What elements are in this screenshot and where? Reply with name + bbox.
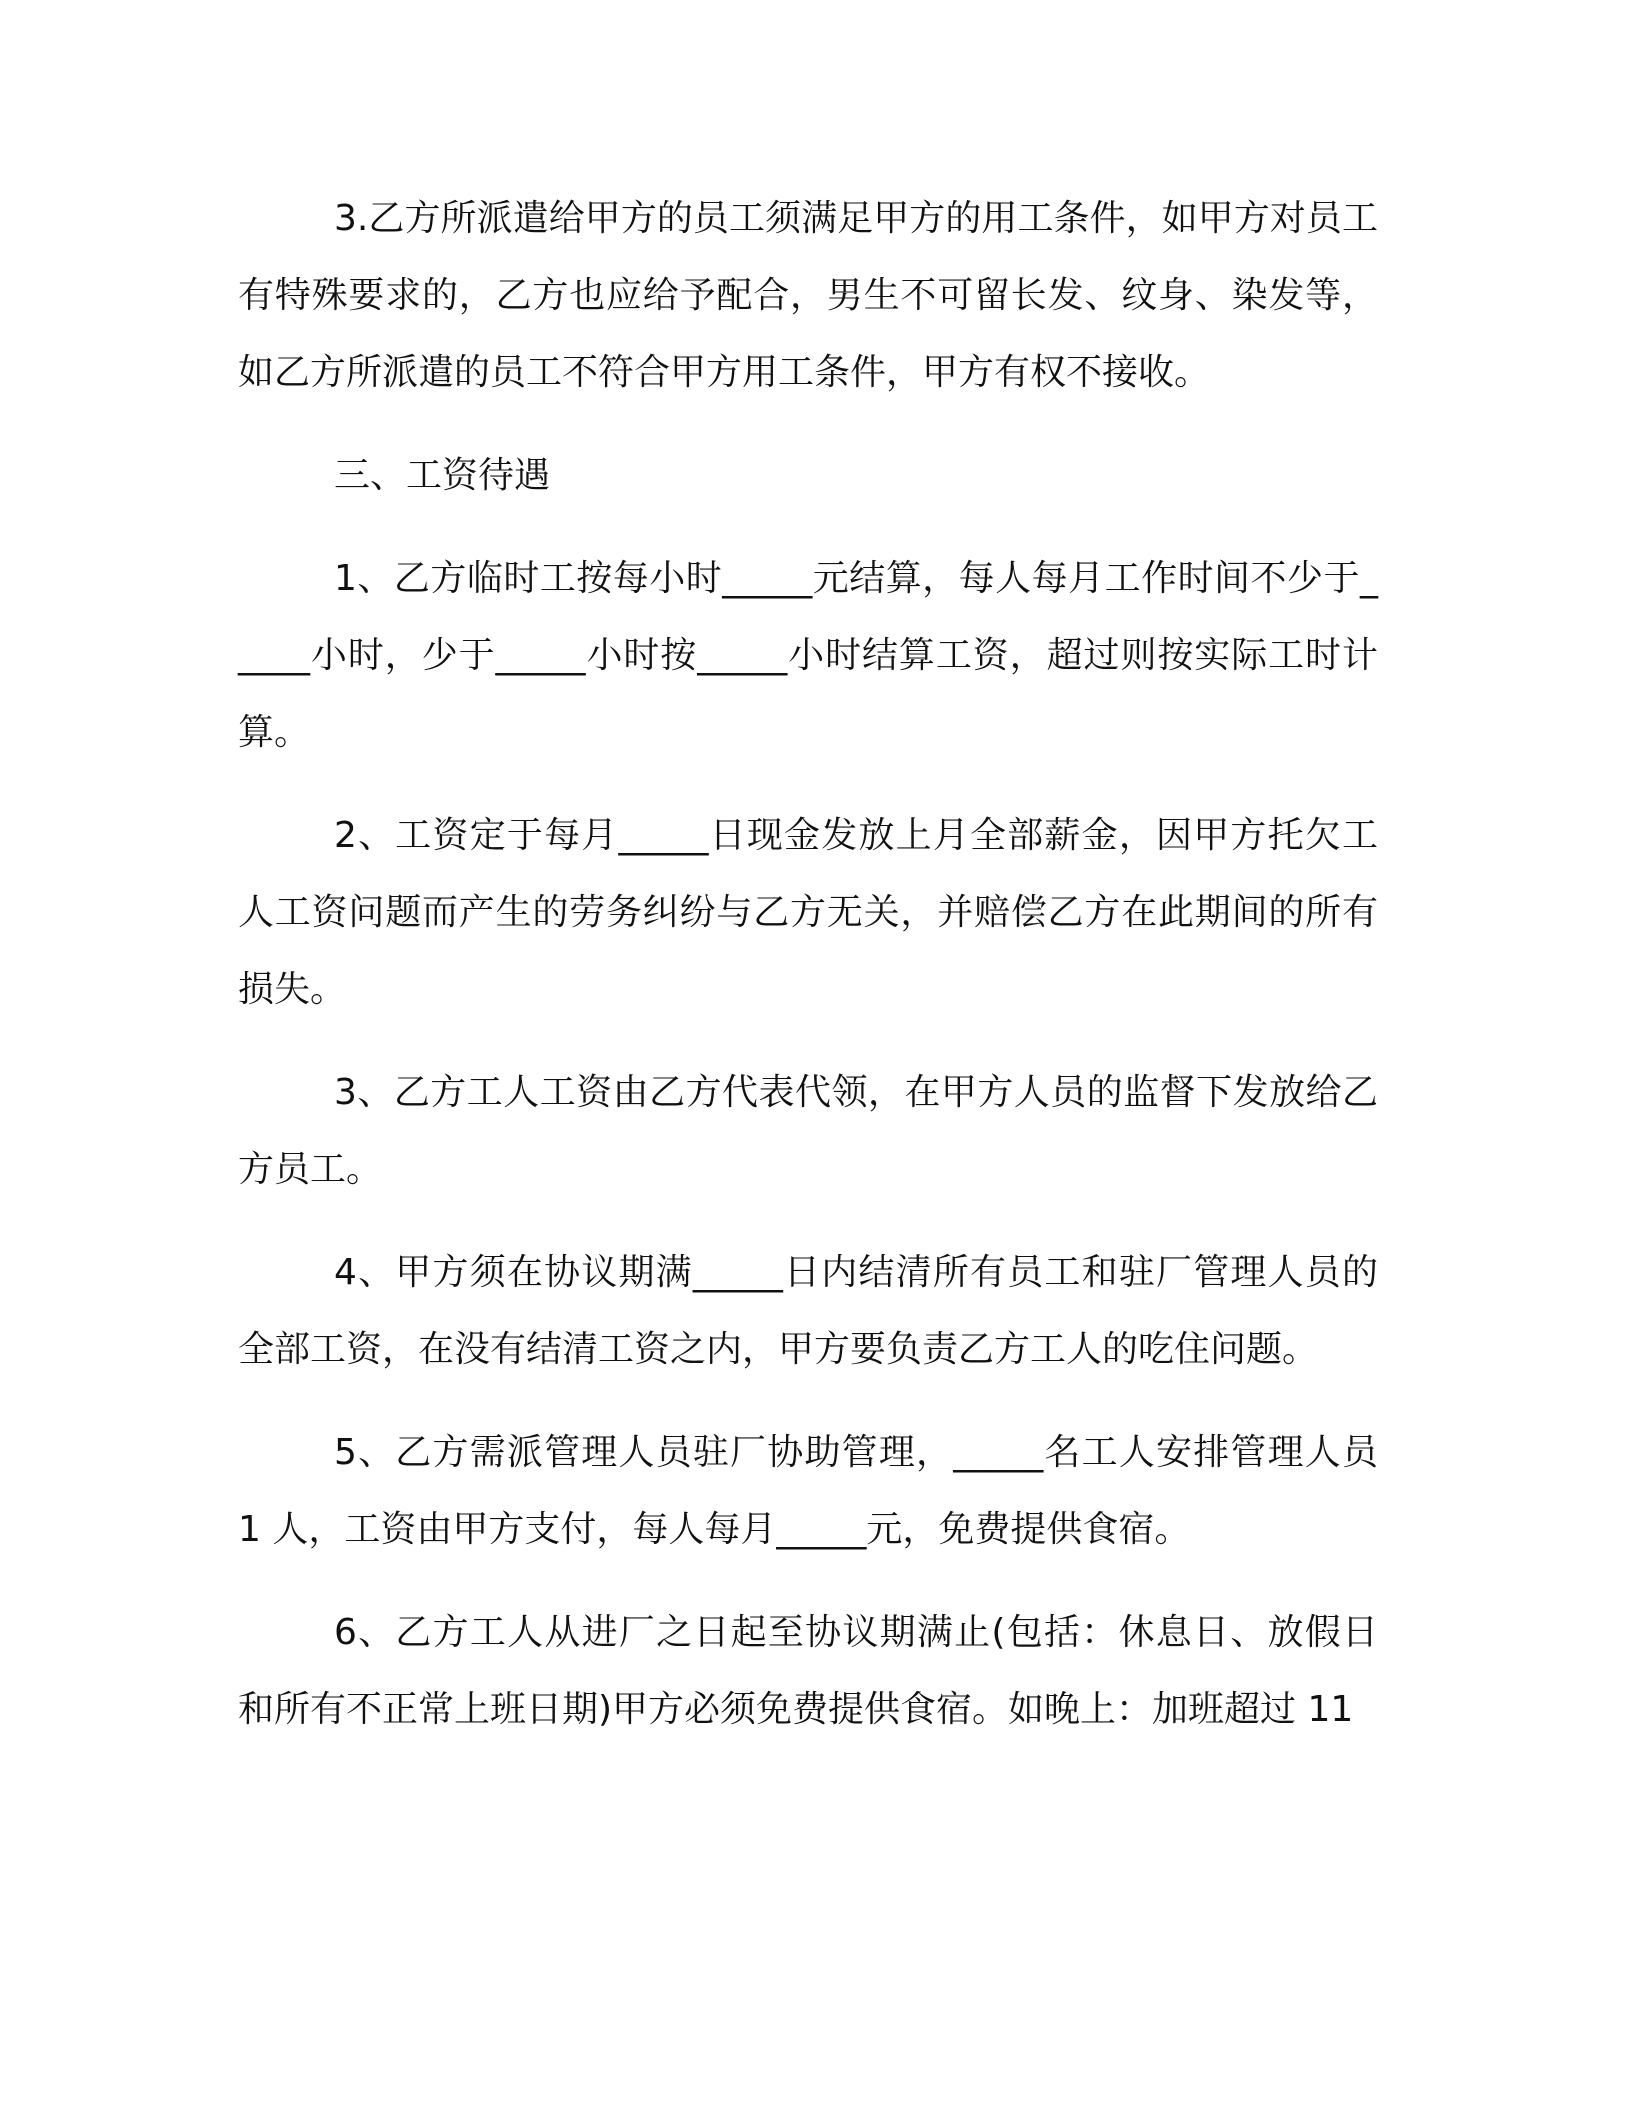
document-body <box>238 180 1378 1774</box>
paragraph-management-staff: 5、乙方需派管理人员驻厂协助管理，_____名工人安排管理人员 1 人，工资由甲方支付，每人每月_____元，免费提供食宿。 <box>238 1432 1378 1550</box>
paragraph-food-lodging: 6、乙方工人从进厂之日起至协议期满止(包括：休息日、放假日和所有不正常上班日期)甲方必须免费提供食宿。如晚上：加班超过 11 <box>238 1612 1378 1730</box>
paragraph-wage-collection: 3、乙方工人工资由乙方代表代领，在甲方人员的监督下发放给乙方员工。 <box>238 1072 1378 1190</box>
paragraph-payment-date: 2、工资定于每月_____日现金发放上月全部薪金，因甲方托欠工人工资问题而产生的劳务纠纷与乙方无关，并赔偿乙方在此期间的所有损失。 <box>238 815 1378 1010</box>
paragraph-final-settlement: 4、甲方须在协议期满_____日内结清所有员工和驻厂管理人员的全部工资，在没有结清工资之内，甲方要负责乙方工人的吃住问题。 <box>238 1252 1378 1370</box>
paragraph-employee-conditions: 3.乙方所派遣给甲方的员工须满足甲方的用工条件，如甲方对员工有特殊要求的，乙方也应给予配合，男生不可留长发、纹身、染发等，如乙方所派遣的员工不符合甲方用工条件，甲方有权不接收。 <box>238 198 1378 393</box>
section-heading-wages: 三、工资待遇 <box>334 455 551 496</box>
paragraph-hourly-wage: 1、乙方临时工按每小时_____元结算，每人每月工作时间不少于_____小时，少于_____小时按_____小时结算工资，超过则按实际工时计算。 <box>238 558 1378 753</box>
